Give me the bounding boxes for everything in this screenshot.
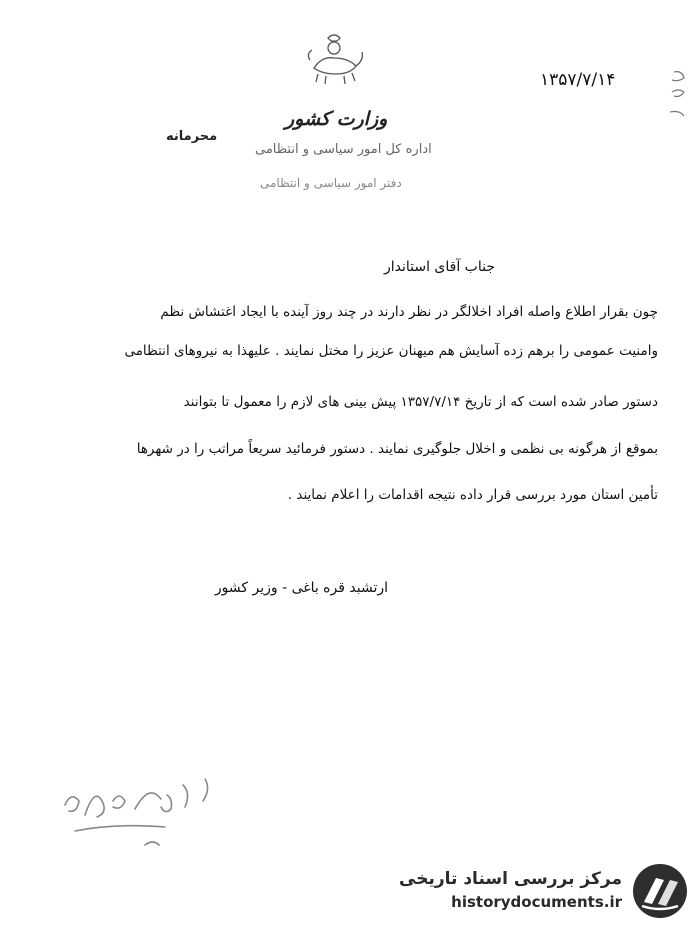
handwritten-signature [55,765,235,855]
department-name: اداره کل امور سیاسی و انتظامی [255,142,432,157]
body-line-1: چون بقرار اطلاع واصله افراد اخلالگر در نظر دارند در چند روز آینده با ایجاد اغتشاش نظم [160,304,658,320]
body-line-3: دستور صادر شده است که از تاریخ ۱۳۵۷/۷/۱۴ پیش بینی های لازم را معمول تا بتوانند [183,394,658,410]
archive-logo-icon [630,862,690,920]
document-date: ۱۳۵۷/۷/۱۴ [540,70,616,90]
addressee: جناب آقای استاندار [383,259,495,275]
handwritten-corner-mark [666,66,696,126]
body-line-2: وامنیت عمومی را برهم زده آسایش هم میهنان عزیز را مختل نمایند . علیهذا به نیروهای انتظامی [124,343,658,359]
signer-name: ارتشبد قره باغی - وزیر کشور [214,580,388,596]
ministry-name: وزارت کشور [285,108,388,130]
lion-and-sun-emblem [300,30,370,90]
classification-label: محرمانه [166,129,218,144]
watermark-url[interactable]: historydocuments.ir [451,893,622,911]
body-line-4: بموقع از هرگونه بی نظمی و اخلال جلوگیری نمایند . دستور فرمائید سریعاً مراتب را در شهرها [136,441,658,457]
body-line-5: تأمین استان مورد بررسی قرار داده نتیجه اقدامات را اعلام نمایند . [287,487,658,503]
office-name: دفتر امور سیاسی و انتظامی [260,176,402,190]
watermark-title: مرکز بررسی اسناد تاریخی [399,869,622,889]
